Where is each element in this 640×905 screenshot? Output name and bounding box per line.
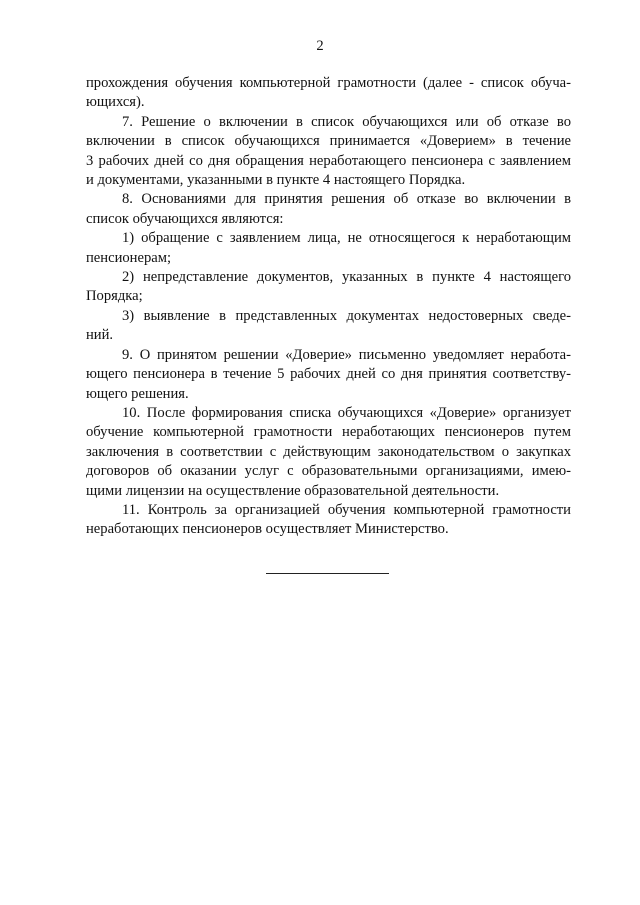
text-line: договоров об оказании услуг с образовательными организациями, имею- bbox=[86, 463, 571, 480]
text-line: Порядка; bbox=[86, 288, 143, 305]
text-line: и документами, указанными в пункте 4 настоящего Порядка. bbox=[86, 172, 466, 189]
text-line: обучение компьютерной грамотности неработающих пенсионеров путем bbox=[86, 424, 571, 441]
text-line: 3 рабочих дней со дня обращения неработающего пенсионера с заявлением bbox=[86, 152, 571, 169]
paragraph-8-item-1 bbox=[86, 229, 571, 268]
document-body bbox=[86, 74, 571, 540]
text-line: 3) выявление в представленных документах недостоверных сведе- bbox=[122, 307, 571, 324]
text-line: ющихся). bbox=[86, 94, 145, 111]
text-line: щими лицензии на осуществление образовательной деятельности. bbox=[86, 482, 500, 499]
text-line: 8. Основаниями для принятия решения об отказе во включении в bbox=[122, 191, 571, 208]
paragraph-8-item-2 bbox=[86, 268, 571, 307]
paragraph-7 bbox=[86, 113, 571, 191]
text-line: 11. Контроль за организацией обучения компьютерной грамотности bbox=[122, 501, 571, 518]
text-line: 1) обращение с заявлением лица, не относящегося к неработающим bbox=[122, 230, 571, 247]
text-line: 2) непредставление документов, указанных в пункте 4 настоящего bbox=[122, 269, 571, 286]
text-line: 10. После формирования списка обучающихся «Доверие» организует bbox=[122, 404, 571, 421]
text-line: список обучающихся являются: bbox=[86, 210, 284, 227]
text-line: 9. О принятом решении «Доверие» письменно уведомляет неработа- bbox=[122, 346, 571, 363]
end-divider bbox=[266, 573, 389, 574]
paragraph-10 bbox=[86, 404, 571, 501]
text-line: прохождения обучения компьютерной грамотности (далее - список обуча- bbox=[86, 75, 571, 91]
text-line: пенсионерам; bbox=[86, 249, 172, 266]
text-line: заключения в соответствии с действующим законодательством о закупках bbox=[86, 443, 571, 460]
paragraph-8-item-3 bbox=[86, 307, 571, 346]
text-line: включении в список обучающихся принимается «Доверием» в течение bbox=[86, 133, 571, 150]
text-line: 7. Решение о включении в список обучающихся или об отказе во bbox=[122, 113, 571, 130]
paragraph-9 bbox=[86, 346, 571, 404]
text-line: ющего решения. bbox=[86, 385, 189, 402]
paragraph-11 bbox=[86, 501, 571, 540]
text-line: ющего пенсионера в течение 5 рабочих дней со дня принятия соответству- bbox=[86, 366, 571, 383]
text-line: неработающих пенсионеров осуществляет Министерство. bbox=[86, 521, 449, 538]
paragraph-8 bbox=[86, 190, 571, 229]
text-line: ний. bbox=[86, 327, 114, 344]
page-number: 2 bbox=[316, 38, 324, 54]
paragraph-intro bbox=[86, 74, 571, 113]
